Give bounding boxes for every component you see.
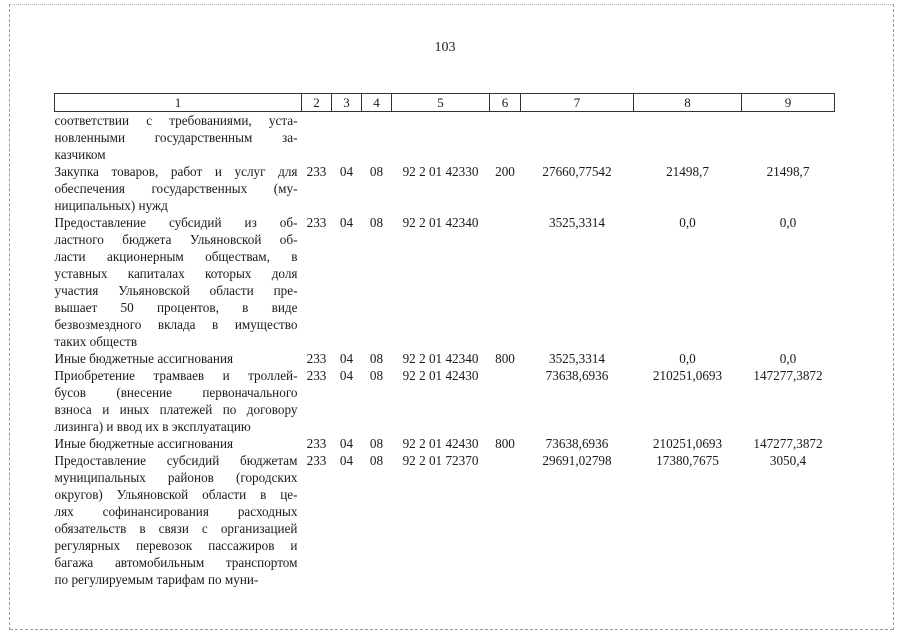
description-line: Приобретение трамваев и троллей- — [54, 368, 298, 383]
subsection-code-cell: 08 — [369, 436, 384, 451]
description-line: ласти акционерным обществам, в — [54, 249, 298, 264]
expense-type-cell: 800 — [495, 436, 515, 451]
ministry-code-cell: 233 — [306, 436, 327, 451]
description-line: обеспечения государственных (му- — [54, 181, 298, 196]
section-code-cell: 04 — [339, 351, 354, 366]
description-line: лизинга) и ввод их в эксплуатацию — [54, 419, 251, 434]
header-col-2: 2 — [302, 94, 332, 112]
amount-col9-cell: 147277,3872 — [753, 436, 823, 451]
subsection-code-cell: 08 — [369, 215, 384, 230]
subsection-code-cell: 08 — [369, 164, 384, 179]
table-row — [55, 435, 835, 452]
description-line: соответствии с требованиями, уста- — [54, 113, 298, 128]
description-line: таких обществ — [54, 334, 138, 349]
header-col-9: 9 — [742, 94, 835, 112]
header-col-7: 7 — [521, 94, 634, 112]
amount-col8-cell: 210251,0693 — [652, 368, 723, 383]
description-cell — [55, 350, 302, 367]
section-code-cell: 04 — [339, 215, 354, 230]
description-line: взноса и иных платежей по договору — [54, 402, 298, 417]
amount-col9-cell: 3050,4 — [769, 453, 807, 468]
description-line: регулярных перевозок пассажиров и — [54, 538, 298, 553]
description-line: ластного бюджета Ульяновской об- — [54, 232, 298, 247]
ministry-code-cell: 233 — [306, 164, 327, 179]
table-row — [55, 214, 835, 350]
amount-col7-cell: 3525,3314 — [548, 215, 606, 230]
description-cell — [55, 452, 302, 588]
section-code-cell: 04 — [339, 453, 354, 468]
expense-type-cell — [490, 367, 521, 435]
description-line: бусов (внесение первоначального — [54, 385, 298, 400]
header-col-3: 3 — [332, 94, 362, 112]
ministry-code-cell: 233 — [306, 453, 327, 468]
amount-col9-cell — [742, 112, 835, 164]
target-article-cell: 92 2 01 42330 — [402, 164, 479, 179]
header-col-6: 6 — [490, 94, 521, 112]
description-line: лях софинансирования расходных — [54, 504, 298, 519]
amount-col9-cell: 0,0 — [779, 351, 797, 366]
ministry-code-cell: 233 — [306, 368, 327, 383]
section-code-cell: 04 — [339, 436, 354, 451]
header-col-1: 1 — [55, 94, 302, 112]
amount-col9-cell: 147277,3872 — [753, 368, 823, 383]
target-article-cell: 92 2 01 42430 — [402, 368, 479, 383]
description-cell — [55, 112, 302, 164]
description-line: Иные бюджетные ассигнования — [54, 436, 234, 451]
amount-col7-cell: 3525,3314 — [548, 351, 606, 366]
section-code-cell: 04 — [339, 164, 354, 179]
expense-type-cell — [490, 452, 521, 588]
description-cell — [55, 435, 302, 452]
table-row — [55, 350, 835, 367]
description-line: багажа автомобильным транспортом — [54, 555, 298, 570]
amount-col9-cell: 21498,7 — [766, 164, 810, 179]
description-line: муниципальных районов (городских — [54, 470, 298, 485]
amount-col7-cell: 29691,02798 — [542, 453, 612, 468]
ministry-code-cell: 233 — [306, 351, 327, 366]
subsection-code-cell — [362, 112, 392, 164]
amount-col8-cell: 210251,0693 — [652, 436, 723, 451]
amount-col8-cell: 17380,7675 — [656, 453, 719, 468]
description-line: Иные бюджетные ассигнования — [54, 351, 234, 366]
description-line: безвозмездного вклада в имущество — [54, 317, 298, 332]
description-cell — [55, 367, 302, 435]
header-col-4: 4 — [362, 94, 392, 112]
description-line: вышает 50 процентов, в виде — [54, 300, 298, 315]
header-col-8: 8 — [634, 94, 742, 112]
section-code-cell: 04 — [339, 368, 354, 383]
amount-col8-cell — [634, 112, 742, 164]
description-line: ниципальных) нужд — [54, 198, 168, 213]
page-number: 103 — [434, 40, 456, 55]
subsection-code-cell: 08 — [369, 453, 384, 468]
table-body — [55, 112, 835, 589]
target-article-cell: 92 2 01 42430 — [402, 436, 479, 451]
target-article-cell: 92 2 01 42340 — [402, 351, 479, 366]
description-line: Закупка товаров, работ и услуг для — [54, 164, 298, 179]
amount-col7-cell: 73638,6936 — [545, 436, 609, 451]
expense-type-cell — [490, 112, 521, 164]
subsection-code-cell: 08 — [369, 351, 384, 366]
amount-col8-cell: 21498,7 — [666, 164, 709, 179]
description-cell — [55, 214, 302, 350]
description-line: казчиком — [54, 147, 106, 162]
budget-table — [54, 93, 835, 588]
expense-type-cell — [490, 214, 521, 350]
target-article-cell — [392, 112, 490, 164]
table-row — [55, 112, 835, 164]
amount-col7-cell: 73638,6936 — [545, 368, 609, 383]
description-line: Предоставление субсидий из об- — [54, 215, 298, 230]
amount-col9-cell: 0,0 — [779, 215, 797, 230]
description-line: уставных капиталах которых доля — [54, 266, 298, 281]
subsection-code-cell: 08 — [369, 368, 384, 383]
description-line: округов) Ульяновской области в це- — [54, 487, 298, 502]
description-line: участия Ульяновской области пре- — [54, 283, 298, 298]
expense-type-cell: 800 — [495, 351, 515, 366]
amount-col8-cell: 0,0 — [679, 215, 696, 230]
table-row — [55, 367, 835, 435]
table-row — [55, 163, 835, 214]
table-row — [55, 452, 835, 588]
target-article-cell: 92 2 01 72370 — [402, 453, 479, 468]
amount-col7-cell: 27660,77542 — [542, 164, 612, 179]
section-code-cell — [332, 112, 362, 164]
expense-type-cell: 200 — [495, 164, 515, 179]
table-header-row — [55, 94, 835, 112]
description-cell — [55, 163, 302, 214]
description-line: обязательств в связи с организацией — [54, 521, 298, 536]
description-line: новленными государственным за- — [54, 130, 298, 145]
ministry-code-cell: 233 — [306, 215, 327, 230]
target-article-cell: 92 2 01 42340 — [402, 215, 479, 230]
description-line: Предоставление субсидий бюджетам — [54, 453, 298, 468]
amount-col7-cell — [521, 112, 634, 164]
ministry-code-cell — [302, 112, 332, 164]
header-col-5: 5 — [392, 94, 490, 112]
amount-col8-cell: 0,0 — [679, 351, 696, 366]
description-line: по регулируемым тарифам по муни- — [54, 572, 259, 587]
